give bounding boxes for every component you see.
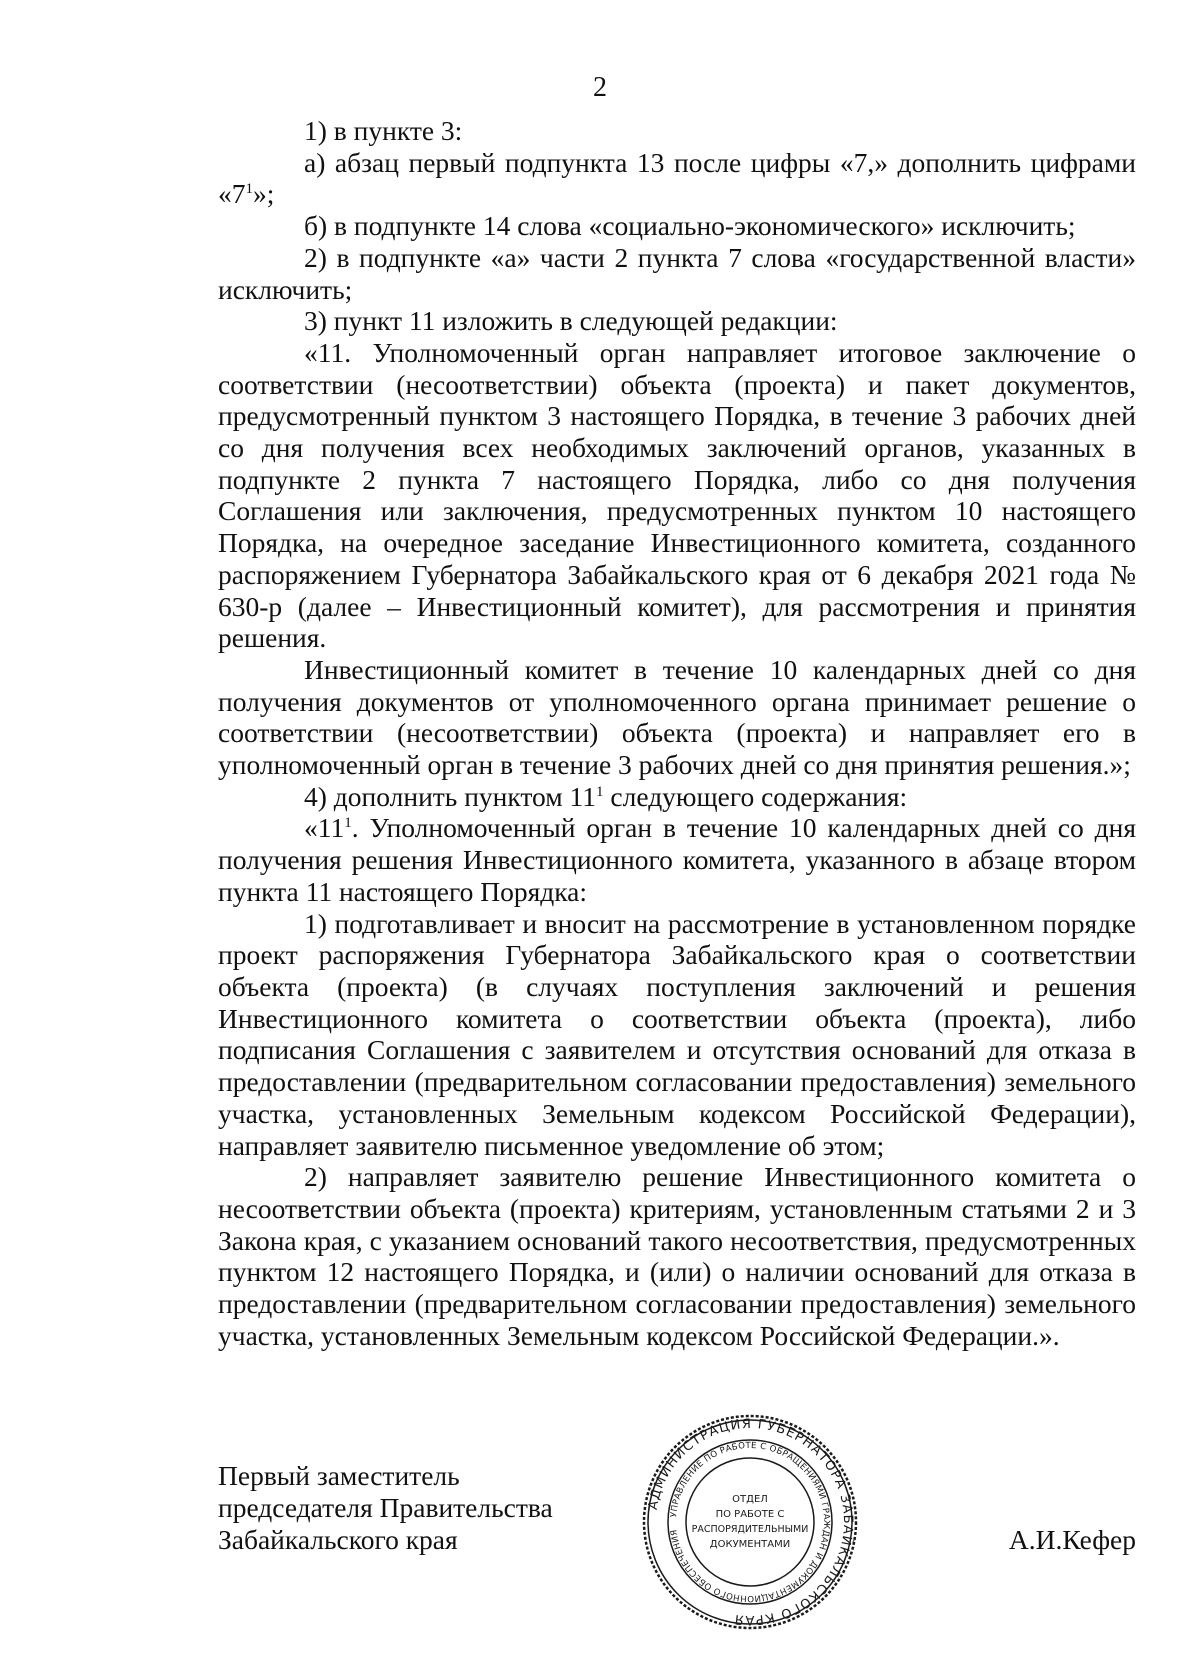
paragraph-text-tail: следующего содержания: (603, 780, 908, 812)
paragraph-text: «11 (304, 812, 345, 844)
superscript: 1 (344, 815, 352, 832)
paragraph (218, 337, 1136, 654)
page-number: 2 (593, 72, 607, 103)
paragraph-text: 2) в подпункте «а» части 2 пункта 7 слова «государственной власти» исключить; (218, 241, 1136, 305)
stamp-center-line: ОТДЕЛ (732, 1494, 768, 1505)
paragraph (218, 812, 1136, 907)
paragraph (218, 242, 1136, 305)
paragraph-text: Инвестиционный комитет в течение 10 календарных дней со дня получения документов от уполномоченного органа принимает решение о соответствии (несоответствии) объекта (проекта) и направляет его в уполномоченный орган в течение 3 рабочих дней со дня принятия решения.»; (218, 653, 1136, 781)
stamp-outer-text: АДМИНИСТРАЦИЯ ГУБЕРНАТОРА ЗАБАЙКАЛЬСКОГО КРАЯ (645, 1416, 856, 1628)
signer-title (218, 1460, 648, 1556)
paragraph (218, 115, 1136, 147)
paragraph (218, 210, 1136, 242)
official-stamp (640, 1412, 860, 1632)
superscript: 1 (245, 181, 253, 198)
signer-name: А.И.Кефер (1008, 1524, 1136, 1555)
signer-title-line: председателя Правительства (218, 1492, 553, 1523)
signer-title-line: Первый заместитель (218, 1460, 460, 1491)
stamp-center-line: ПО РАБОТЕ С (715, 1509, 785, 1520)
paragraph (218, 781, 1136, 813)
stamp-inner-text: УПРАВЛЕНИЕ ПО РАБОТЕ С ОБРАЩЕНИЯМИ ГРАЖДАН И ДОКУМЕНТАЦИОННОГО ОБЕСПЕЧЕНИЯ (669, 1440, 832, 1604)
paragraph-text-tail: . Уполномоченный орган в течение 10 календарных дней со дня получения решения Инвестиционного комитета, указанного в абзаце втором пункта 11 настоящего Порядка: (218, 812, 1136, 907)
paragraph-text: 1) подготавливает и вносит на рассмотрение в установленном порядке проект распоряжения Губернатора Забайкальского края о соответствии объекта (проекта) (в случаях поступления заключений и решения Инвестиционного комитета о соответствии объекта (проекта), либо подписания Соглашения с заявителем и отсутствия оснований для отказа в предоставлении (предварительном согласовании предоставления) земельного участка, установленных Земельным кодексом Российской Федерации), направляет заявителю письменное уведомление об этом; (218, 907, 1136, 1161)
paragraph-text: 4) дополнить пунктом 11 (304, 780, 597, 812)
paragraph-text: 1) в пункте 3: (304, 115, 463, 146)
paragraph (218, 1161, 1136, 1351)
document-body (218, 115, 1136, 1351)
paragraph (218, 654, 1136, 781)
superscript: 1 (596, 783, 604, 800)
paragraph-text: б) в подпункте 14 слова «социально-экономического» исключить; (304, 210, 1076, 242)
paragraph-text: «11. Уполномоченный орган направляет итоговое заключение о соответствии (несоответствии) объекта (проекта) и пакет документов, предусмотренный пунктом 3 настоящего Порядка, в течение 3 рабочих дней со дня получения всех необходимых заключений органов, указанных в подпункте 2 пункта 7 настоящего Порядка, либо со дня получения Соглашения или заключения, предусмотренных пунктом 10 настоящего Порядка, на очередное заседание Инвестиционного комитета, созданного распоряжением Губернатора Забайкальского края от 6 декабря 2021 года № 630-р (далее – Инвестиционный комитет), для рассмотрения и принятия решения. (218, 336, 1136, 654)
stamp-center-line: РАСПОРЯДИТЕЛЬНЫМИ (691, 1524, 809, 1535)
paragraph-text-tail: »; (253, 178, 275, 210)
paragraph-text: 2) направляет заявителю решение Инвестиционного комитета о несоответствии объекта (проекта) критериям, установленным статьями 2 и 3 Закона края, с указанием оснований такого несоответствия, предусмотренных пунктом 12 настоящего Порядка, и (или) о наличии оснований для отказа в предоставлении (предварительном согласовании предоставления) земельного участка, установленных Земельным кодексом Российской Федерации.». (218, 1161, 1136, 1351)
paragraph-text: 3) пункт 11 изложить в следующей редакции: (304, 305, 838, 337)
stamp-center-line: ДОКУМЕНТАМИ (709, 1539, 791, 1550)
signer-title-line: Забайкальского края (218, 1524, 458, 1555)
paragraph (218, 908, 1136, 1162)
paragraph-text: а) абзац первый подпункта 13 после цифры «7,» дополнить цифрами «7 (218, 146, 1136, 210)
paragraph (218, 305, 1136, 337)
paragraph (218, 147, 1136, 210)
